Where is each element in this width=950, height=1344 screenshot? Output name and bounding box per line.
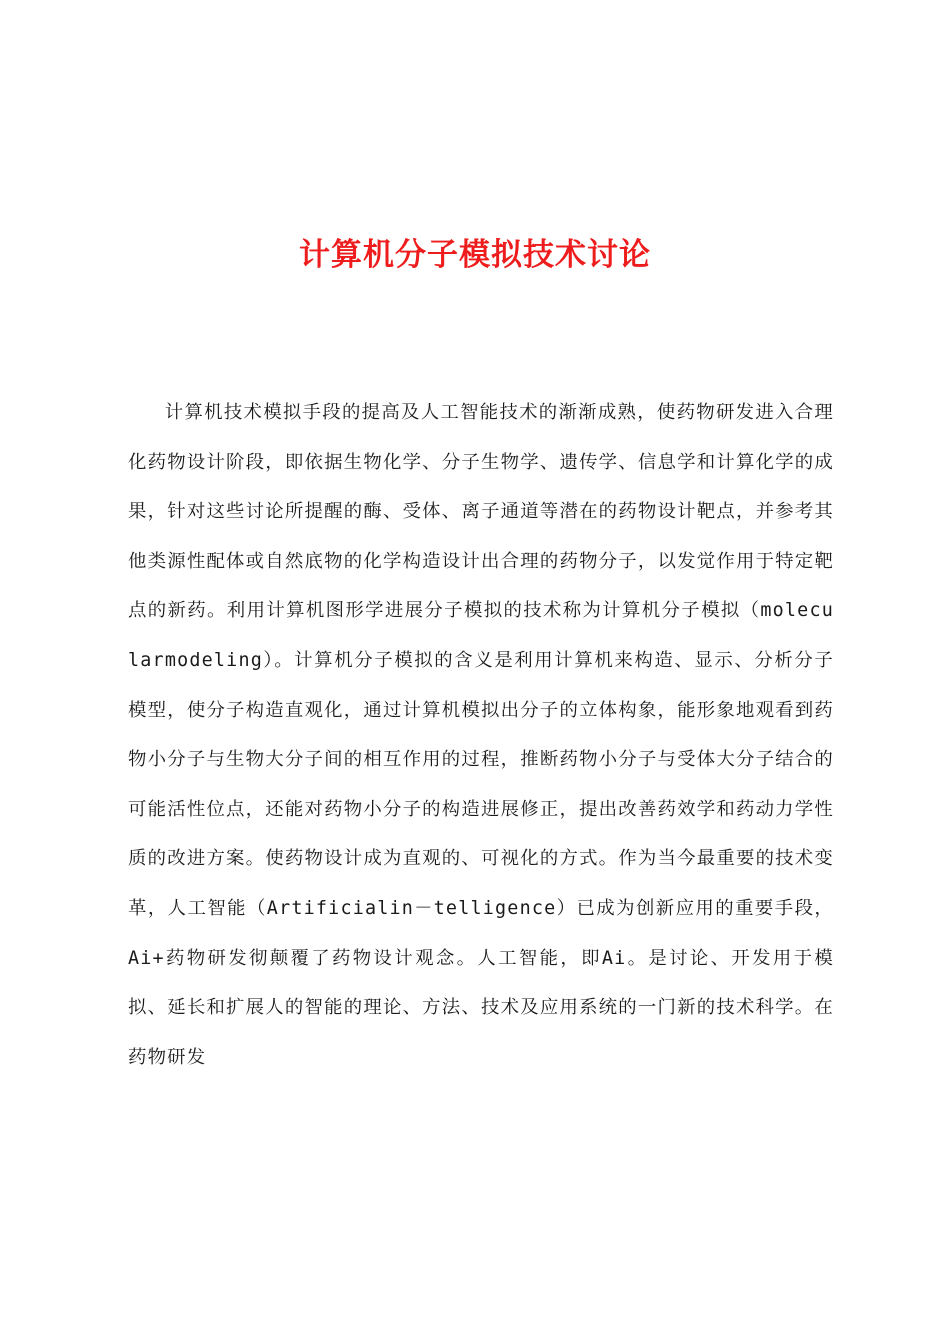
document-title: 计算机分子模拟技术讨论: [299, 236, 651, 273]
body-paragraph: 计算机技术模拟手段的提高及人工智能技术的渐渐成熟，使药物研发进入合理化药物设计阶段，即依据生物化学、分子生物学、遗传学、信息学和计算化学的成果，针对这些讨论所提醒的酶、受体、离子通道等潜在的药物设计靶点，并参考其他类源性配体或自然底物的化学构造设计出合理的药物分子，以发觉作用于特定靶点的新药。利用计算机图形学进展分子模拟的技术称为计算机分子模拟（molecularmodeling）。计算机分子模拟的含义是利用计算机来构造、显示、分析分子模型，使分子构造直观化，通过计算机模拟出分子的立体构象，能形象地观看到药物小分子与生物大分子间的相互作用的过程，推断药物小分子与受体大分子结合的可能活性位点，还能对药物小分子的构造进展修正，提出改善药效学和药动力学性质的改进方案。使药物设计成为直观的、可视化的方式。作为当今最重要的技术变革，人工智能（Artificialin－telligence）已成为创新应用的重要手段，Ai+药物研发彻颠覆了药物设计观念。人工智能，即Ai。是讨论、开发用于模拟、延长和扩展人的智能的理论、方法、技术及应用系统的一门新的技术科学。在药物研发: [128, 402, 834, 1068]
